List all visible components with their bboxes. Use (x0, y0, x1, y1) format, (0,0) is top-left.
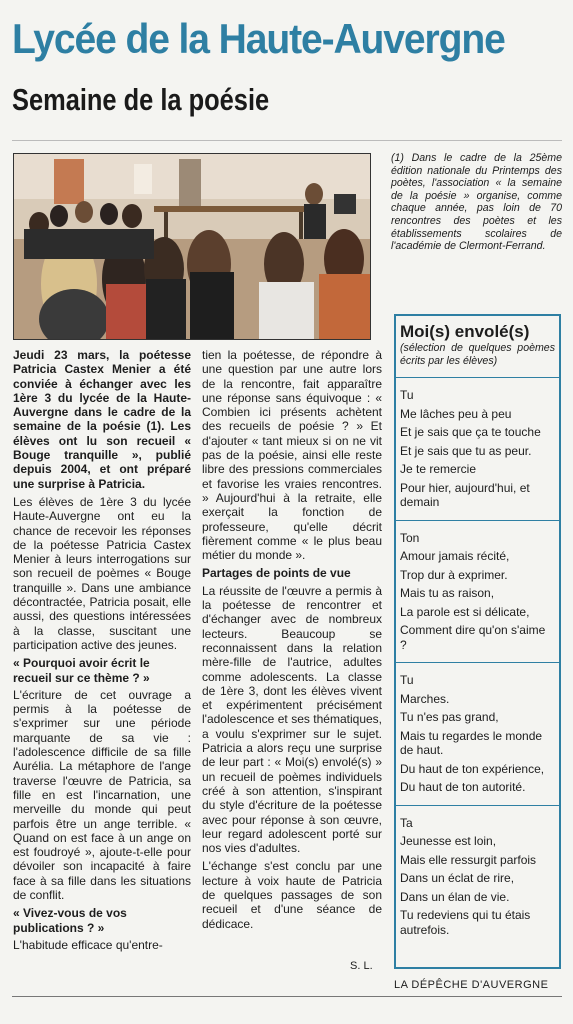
poem-line: Jeunesse est loin, (400, 834, 497, 849)
poem-line: Mais tu as raison, (400, 586, 495, 601)
article-subheading: « Pourquoi avoir écrit le recueil sur ce thème ? » (13, 656, 150, 685)
poems-title: Moi(s) envolé(s) (400, 322, 530, 341)
poem-line: Tu n'es pas grand, (400, 710, 499, 725)
poem-line: Et je sais que tu as peur. (400, 443, 532, 458)
poem-line: Trop dur à exprimer. (400, 567, 508, 582)
footer-rule (12, 996, 562, 997)
poem-line: Ton (400, 530, 420, 545)
classroom-photo (13, 153, 371, 340)
poem-line: Me lâches peu à peu (400, 406, 512, 421)
poem-line: Ta (400, 815, 413, 830)
article-lead: Jeudi 23 mars, la poétesse Patricia Castex Menier a été conviée à échanger avec les 1ère 3 du lycée de la Haute-Auvergne dans le cadre de la semaine de la poésie (1). Les élèves ont lu son recueil « Bouge tranquille », publié depuis 2004, et ont préparé une surprise à Patricia. (13, 348, 191, 491)
article-paragraph: La réussite de l'œuvre a permis à la poétesse de rencontrer et d'échanger avec de nombreux lecteurs. Beaucoup se reconnaissent dans la relation mère-fille de l'autrice, adultes comme adolescents. La classe de 1ère 3, dont les élèves vivent et expérimentent précisément l'adolescence et ses thématiques, a voulu s'exprimer sur le sujet. Patricia a alors reçu une surprise de leur part : « Moi(s) envolé(s) » un recueil de poèmes individuels créé à son attention, s'inspirant du style d'écriture de la poétesse avec pour réponse à son œuvre, leur regard adolescent porté sur nos vies d'adultes. (202, 583, 382, 856)
poems-box (394, 314, 561, 969)
article-column-1 (13, 348, 191, 956)
poem-line: Mais tu regardes le monde de haut. (400, 728, 543, 758)
poem-line: Et je sais que ça te touche (400, 425, 541, 440)
header-rule (12, 140, 562, 141)
poem-line: Tu redeviens qui tu étais autrefois. (400, 908, 531, 937)
poem-line: Amour jamais récité, (400, 549, 510, 564)
article-column-2 (202, 348, 382, 935)
poem-line: Tu (400, 388, 414, 403)
poem-line: Marches. (400, 691, 450, 706)
article-paragraph: L'échange s'est conclu par une lecture à voix haute de Patricia de quelques passages de son recueil et d'une séance de dédicace. (202, 859, 382, 931)
photo-caption-footnote: (1) Dans le cadre de la 25ème édition nationale du Printemps des poètes, l'association « la semaine de la poésie » organise, comme chaque année, pas loin de 70 rencontres des poètes et les établissements scolaires de l'académie de Clermont-Ferrand. (391, 152, 562, 253)
poem-line: Dans un éclat de rire, (400, 871, 515, 886)
classroom-photo-illustration (14, 154, 370, 339)
poem-line: Pour hier, aujourd'hui, et demain (400, 480, 530, 510)
poem (396, 377, 559, 510)
article-paragraph: L'habitude efficace qu'entre- (13, 937, 163, 952)
poem-line: Mais elle ressurgit parfois (400, 852, 537, 867)
subheadline: Semaine de la poésie (12, 82, 270, 117)
poem-line: Du haut de ton autorité. (400, 780, 526, 795)
newspaper-source: LA DÉPÊCHE D'AUVERGNE (394, 979, 549, 991)
article-subheading: Partages de points de vue (202, 566, 351, 581)
article-subheading: « Vivez-vous de vos publications ? » (13, 906, 127, 935)
poem (396, 520, 559, 653)
article-paragraph: tien la poétesse, de répondre à une question par une autre lors de la rencontre, fait apparaître une réponse sans équivoque : « Combien ici présents achètent des recueils de poésie ? » Et d'ajouter « tant mieux si on ne vit pas de la poésie, ainsi elle reste libre des pressions commerciales et favorise les vraies rencontres. » Aujourd'hui à la retraite, elle exerçait la fonction de professeure, qu'elle décrit fièrement comme « le plus beau métier du monde ». (202, 348, 382, 563)
poem (396, 805, 559, 938)
poem (396, 662, 559, 795)
headline: Lycée de la Haute-Auvergne (12, 15, 505, 62)
article-paragraph: L'écriture de cet ouvrage a permis à la poétesse de s'exprimer sur une période marquante de sa vie : l'adolescence difficile de sa fille Aurélia. La métaphore de l'ange traverse l'œuvre de Patricia, sa fille en est l'incarnation, une merveille du monde qui peut parfois être un ange terrible. « Quand on est face à un ange on est foudroyé », ajoute-t-elle pour dévoiler son incapacité à faire face à sa fille dans les situations de conflit. (13, 687, 191, 902)
poem-line: Je te remercie (400, 462, 477, 477)
poem-line: Dans un élan de vie. (400, 889, 510, 904)
poem-line: Tu (400, 673, 414, 688)
poem-line: Du haut de ton expérience, (400, 761, 545, 776)
poem-line: La parole est si délicate, (400, 604, 530, 619)
poems-intro: (sélection de quelques poèmes écrits par les élèves) (400, 342, 555, 367)
poem-line: Comment dire qu'on s'aime ? (400, 623, 546, 652)
article-paragraph: Les élèves de 1ère 3 du lycée Haute-Auvergne ont eu la chance de recevoir les réponses de la poétesse Patricia Castex Menier à leurs interrogations sur son recueil de poèmes « Bouge tranquille ». Dans une ambiance décontractée, Patricia posait, elle aussi, des questions intéressées à la classe, suscitant une participation active des jeunes. (13, 494, 191, 652)
author-signature: S. L. (350, 960, 373, 972)
